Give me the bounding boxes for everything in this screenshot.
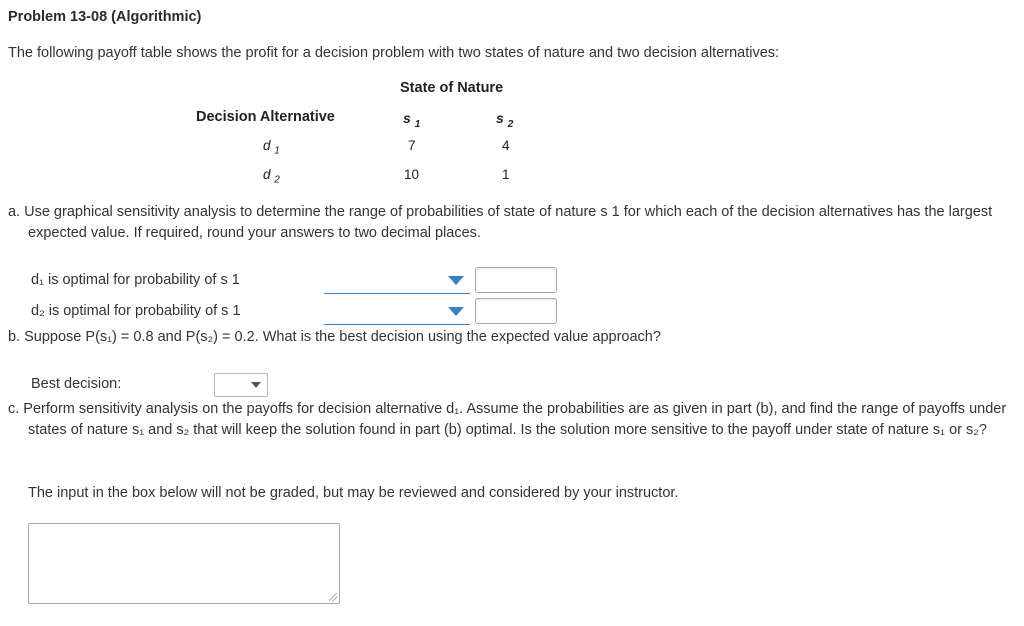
chevron-down-icon [448, 307, 464, 316]
table-cell-d1-s2: 4 [502, 138, 510, 153]
table-cell-d2-s1: 10 [404, 167, 420, 182]
d2-optimal-label: d₂ is optimal for probability of s 1 [31, 303, 241, 319]
chevron-down-icon [448, 276, 464, 285]
row-d2-label: d $_2$ [263, 167, 280, 186]
response-textarea[interactable] [28, 523, 340, 604]
chevron-down-icon [251, 382, 261, 388]
part-a-question: a. Use graphical sensitivity analysis to determine the range of probabilities of state of nature s 1 for which each of the decision alternatives has the largest expected value. If required, round your answers to two decimal places. [8, 204, 993, 241]
best-decision-select[interactable] [214, 373, 268, 397]
d2-range-input[interactable] [475, 298, 557, 324]
decision-alternative-header: Decision Alternative [196, 109, 335, 125]
best-decision-label: Best decision: [31, 376, 122, 392]
state-s1-header: s $_1$ [403, 110, 421, 130]
table-cell-d2-s2: 1 [502, 167, 510, 182]
d1-optimal-label: d₁ is optimal for probability of s 1 [31, 272, 240, 288]
ungraded-note: The input in the box below will not be graded, but may be reviewed and considered by your instructor. [28, 485, 679, 501]
state-s2-header: s $_2$ [496, 110, 514, 130]
problem-title: Problem 13-08 (Algorithmic) [8, 9, 202, 25]
table-cell-d1-s1: 7 [408, 138, 416, 153]
row-d1-label: d $_1$ [263, 138, 280, 157]
d2-range-dropdown[interactable] [324, 298, 470, 325]
problem-intro: The following payoff table shows the profit for a decision problem with two states of nature and two decision alternatives: [8, 45, 780, 61]
state-of-nature-header: State of Nature [400, 80, 504, 96]
resize-grip-icon[interactable] [329, 593, 337, 601]
d1-range-input[interactable] [475, 267, 557, 293]
part-c-question: c. Perform sensitivity analysis on the payoffs for decision alternative d₁. Assume the probabilities are as given in part (b), and find the range of payoffs under states of nature s₁ and s₂ that will keep the solution found in part (b) optimal. Is the solution more sensitive to the payoff under state of nature s₁ or s₂? [8, 401, 1007, 438]
d1-range-dropdown[interactable] [324, 267, 470, 294]
part-b-question: b. Suppose P(s₁) = 0.8 and P(s₂) = 0.2. What is the best decision using the expected value approach? [8, 329, 661, 345]
